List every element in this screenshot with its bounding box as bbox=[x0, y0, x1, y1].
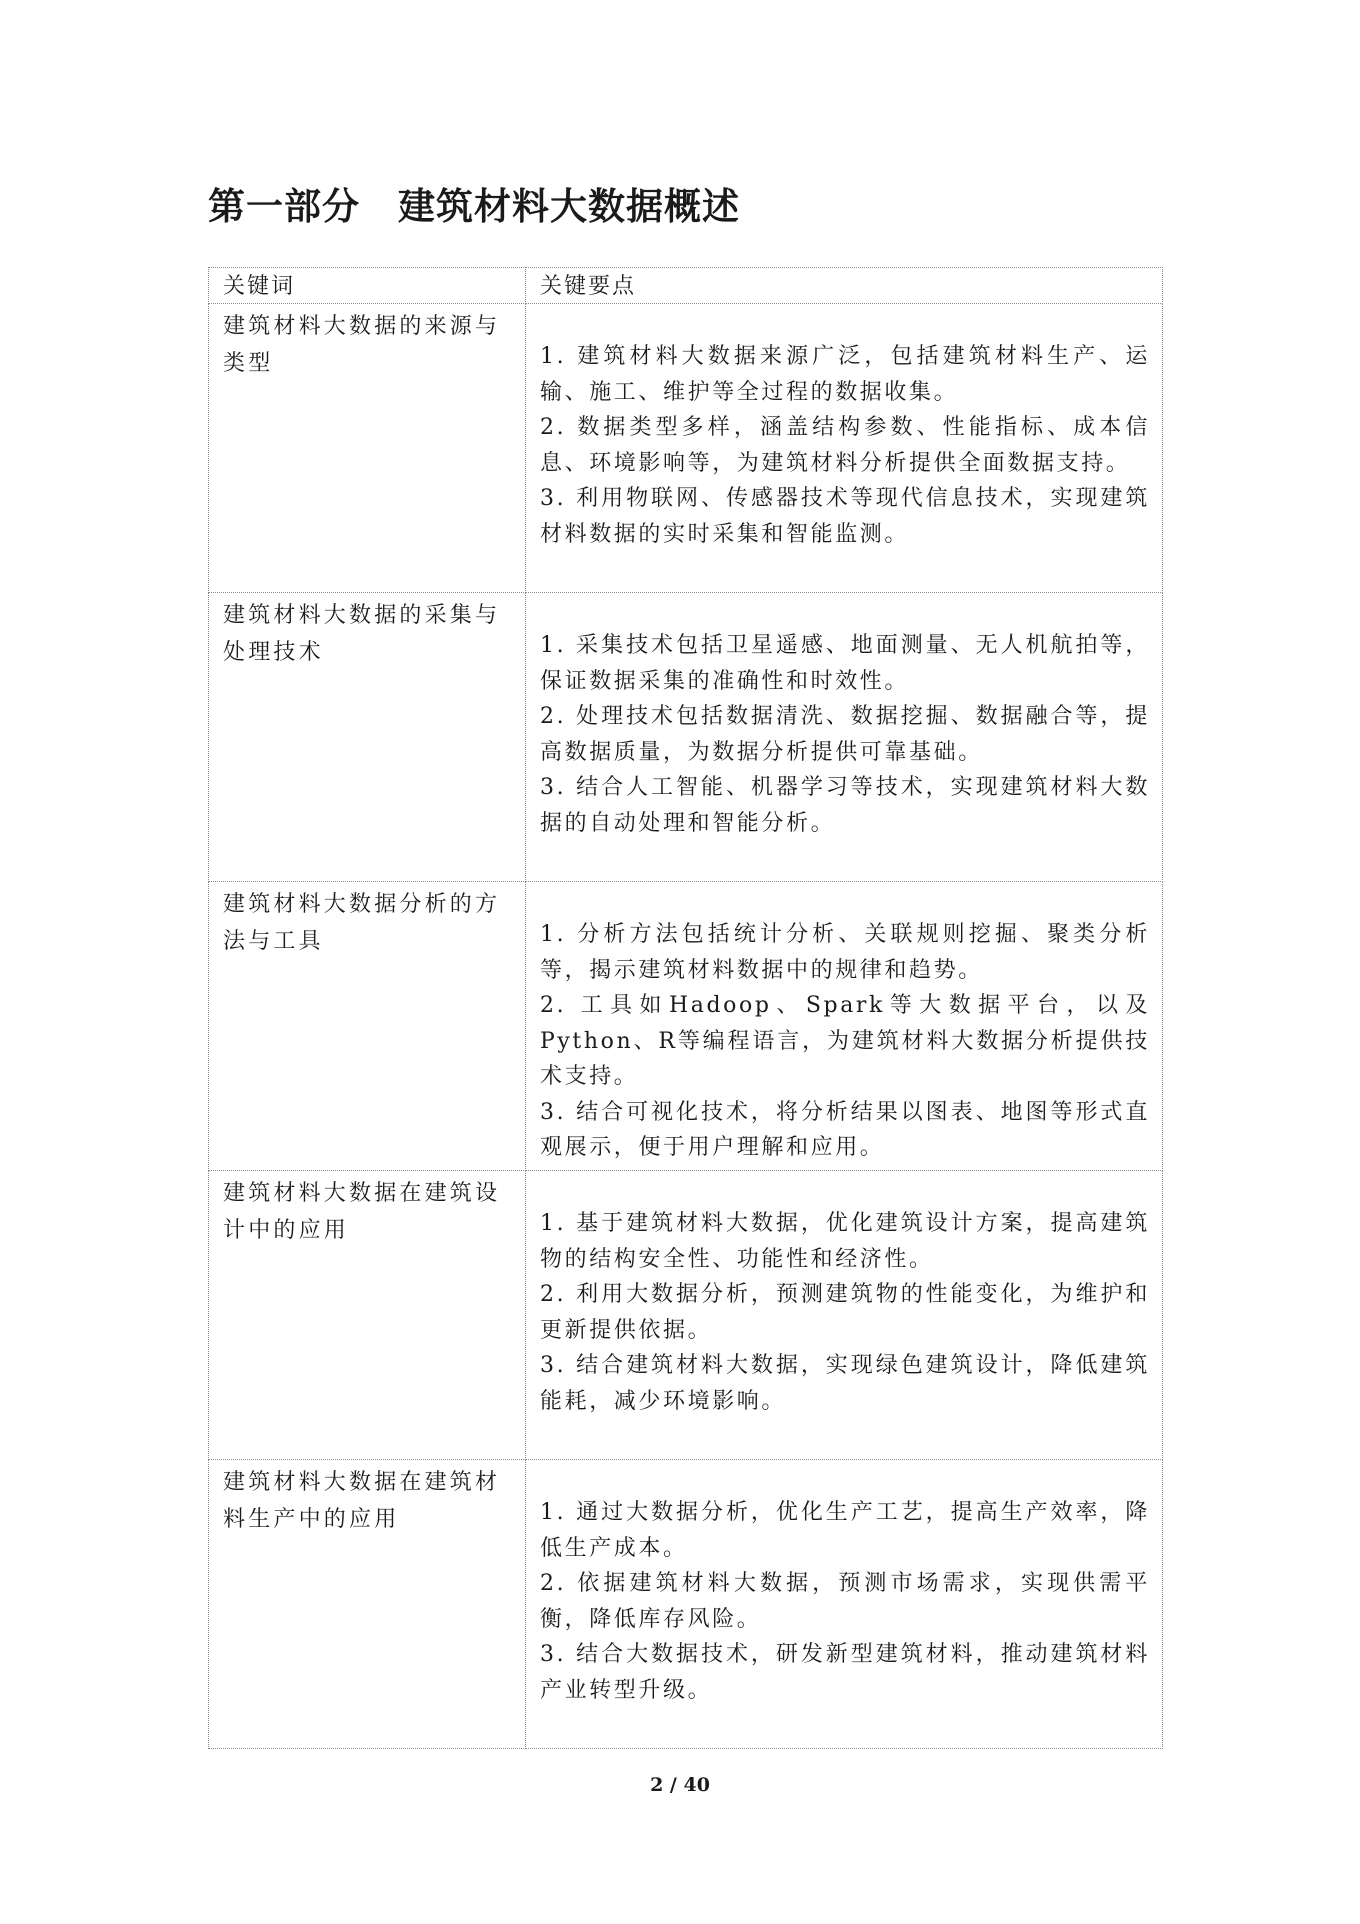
keyword-cell: 建筑材料大数据在建筑设计中的应用 bbox=[209, 1171, 526, 1460]
header-keyword: 关键词 bbox=[209, 268, 526, 304]
key-points-cell bbox=[526, 1460, 1163, 1749]
key-points-cell bbox=[526, 882, 1163, 1171]
table-row bbox=[209, 1460, 1163, 1749]
table-row bbox=[209, 593, 1163, 882]
key-point: 3. 利用物联网、传感器技术等现代信息技术，实现建筑材料数据的实时采集和智能监测。 bbox=[540, 486, 1150, 547]
key-points-table bbox=[208, 267, 1163, 1749]
key-points-cell bbox=[526, 593, 1163, 882]
key-point: 3. 结合大数据技术，研发新型建筑材料，推动建筑材料产业转型升级。 bbox=[540, 1642, 1150, 1703]
header-key-points: 关键要点 bbox=[526, 268, 1163, 304]
page-number: 2 / 40 bbox=[650, 1774, 710, 1796]
key-point: 3. 结合建筑材料大数据，实现绿色建筑设计，降低建筑能耗，减少环境影响。 bbox=[540, 1353, 1150, 1414]
keyword-cell: 建筑材料大数据分析的方法与工具 bbox=[209, 882, 526, 1171]
section-heading bbox=[208, 176, 740, 230]
table-header-row bbox=[209, 268, 1163, 304]
key-point: 1. 通过大数据分析，优化生产工艺，提高生产效率，降低生产成本。 bbox=[540, 1500, 1150, 1561]
key-point: 3. 结合人工智能、机器学习等技术，实现建筑材料大数据的自动处理和智能分析。 bbox=[540, 775, 1150, 836]
key-point: 2. 处理技术包括数据清洗、数据挖掘、数据融合等，提高数据质量，为数据分析提供可靠基础。 bbox=[540, 704, 1150, 765]
table-row bbox=[209, 882, 1163, 1171]
table-row bbox=[209, 304, 1163, 593]
key-point: 1. 分析方法包括统计分析、关联规则挖掘、聚类分析等，揭示建筑材料数据中的规律和趋势。 bbox=[540, 922, 1150, 983]
section-title: 建筑材料大数据概述 bbox=[398, 184, 740, 228]
key-point: 2. 依据建筑材料大数据，预测市场需求，实现供需平衡，降低库存风险。 bbox=[540, 1571, 1150, 1632]
key-point: 1. 基于建筑材料大数据，优化建筑设计方案，提高建筑物的结构安全性、功能性和经济性。 bbox=[540, 1211, 1150, 1272]
key-point: 2. 数据类型多样，涵盖结构参数、性能指标、成本信息、环境影响等，为建筑材料分析提供全面数据支持。 bbox=[540, 415, 1150, 476]
section-part-label: 第一部分 bbox=[208, 184, 360, 228]
keyword-cell: 建筑材料大数据的来源与类型 bbox=[209, 304, 526, 593]
key-point: 2. 工具如Hadoop、Spark等大数据平台，以及Python、R等编程语言，为建筑材料大数据分析提供技术支持。 bbox=[540, 993, 1150, 1089]
key-point: 2. 利用大数据分析，预测建筑物的性能变化，为维护和更新提供依据。 bbox=[540, 1282, 1150, 1343]
keyword-cell: 建筑材料大数据在建筑材料生产中的应用 bbox=[209, 1460, 526, 1749]
key-point: 3. 结合可视化技术，将分析结果以图表、地图等形式直观展示，便于用户理解和应用。 bbox=[540, 1099, 1150, 1160]
key-point: 1. 采集技术包括卫星遥感、地面测量、无人机航拍等，保证数据采集的准确性和时效性。 bbox=[540, 633, 1150, 694]
keyword-cell: 建筑材料大数据的采集与处理技术 bbox=[209, 593, 526, 882]
table-row bbox=[209, 1171, 1163, 1460]
key-points-cell bbox=[526, 304, 1163, 593]
key-points-cell bbox=[526, 1171, 1163, 1460]
key-point: 1. 建筑材料大数据来源广泛，包括建筑材料生产、运输、施工、维护等全过程的数据收集。 bbox=[540, 344, 1150, 405]
